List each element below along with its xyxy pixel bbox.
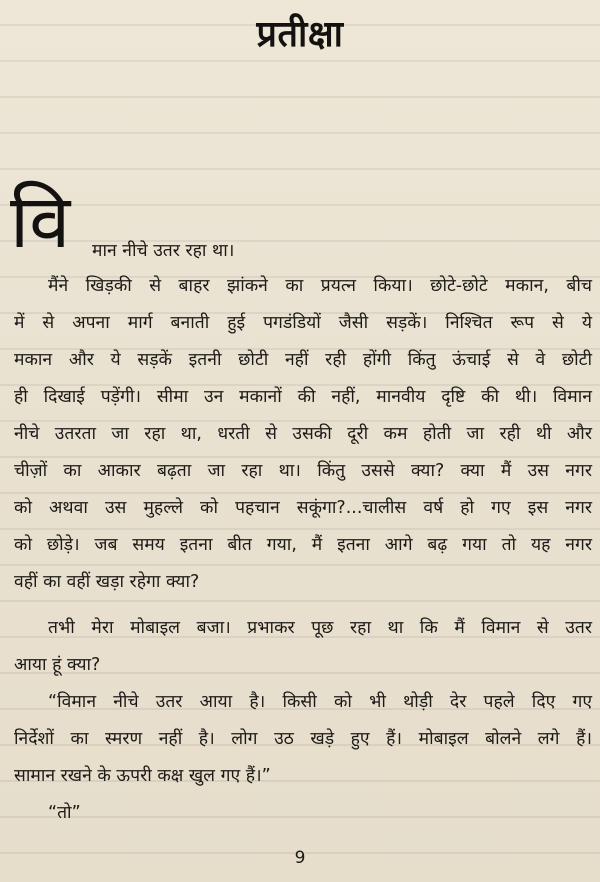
text-line: वहीं का वहीं खड़ा रहेगा क्या? [14,572,200,592]
text-line: में से अपना मार्ग बनाती हुई पगडंडियों जैसी सड़कें। निश्चित रूप से ये [14,313,592,333]
chapter-title: प्रतीक्षा [256,14,344,55]
text-line: तभी मेरा मोबाइल बजा। प्रभाकर पूछ रहा था कि मैं विमान से उतर [48,618,592,638]
text-line: चीज़ों का आकार बढ़ता जा रहा था। किंतु उससे क्या? क्या मैं उस नगर [14,461,592,481]
text-line: आया हूं क्या? [14,655,101,675]
text-line: को छोड़े। जब समय इतना बीत गया, मैं इतना आगे बढ़ गया तो यह नगर [14,535,592,555]
text-line: मान नीचे उतर रहा था। [92,241,235,261]
text-line: निर्देशों का स्मरण नहीं है। लोग उठ खड़े हुए हैं। मोबाइल बोलने लगे हैं। [14,729,592,749]
text-line: को अथवा उस मुहल्ले को पहचान सकूंगा?...चालीस वर्ष हो गए इस नगर [14,498,592,518]
page-number: 9 [294,848,306,868]
text-line: “तो” [48,803,81,823]
text-line: ही दिखाई पड़ेंगी। सीमा उन मकानों की नहीं, मानवीय दृष्टि की थी। विमान [14,387,592,407]
text-line: नीचे उतरता जा रहा था, धरती से उसकी दूरी कम होती जा रही थी और [14,424,592,444]
text-line: मकान और ये सड़कें इतनी छोटी नहीं रही होंगी किंतु ऊंचाई से वे छोटी [14,350,592,370]
text-line: मैंने खिड़की से बाहर झांकने का प्रयत्न किया। छोटे-छोटे मकान, बीच [48,276,592,296]
text-line: सामान रखने के ऊपरी कक्ष खुल गए हैं।” [14,766,271,786]
text-line: “विमान नीचे उतर आया है। किसी को भी थोड़ी देर पहले दिए गए [48,692,592,712]
drop-cap: वि [10,179,71,265]
